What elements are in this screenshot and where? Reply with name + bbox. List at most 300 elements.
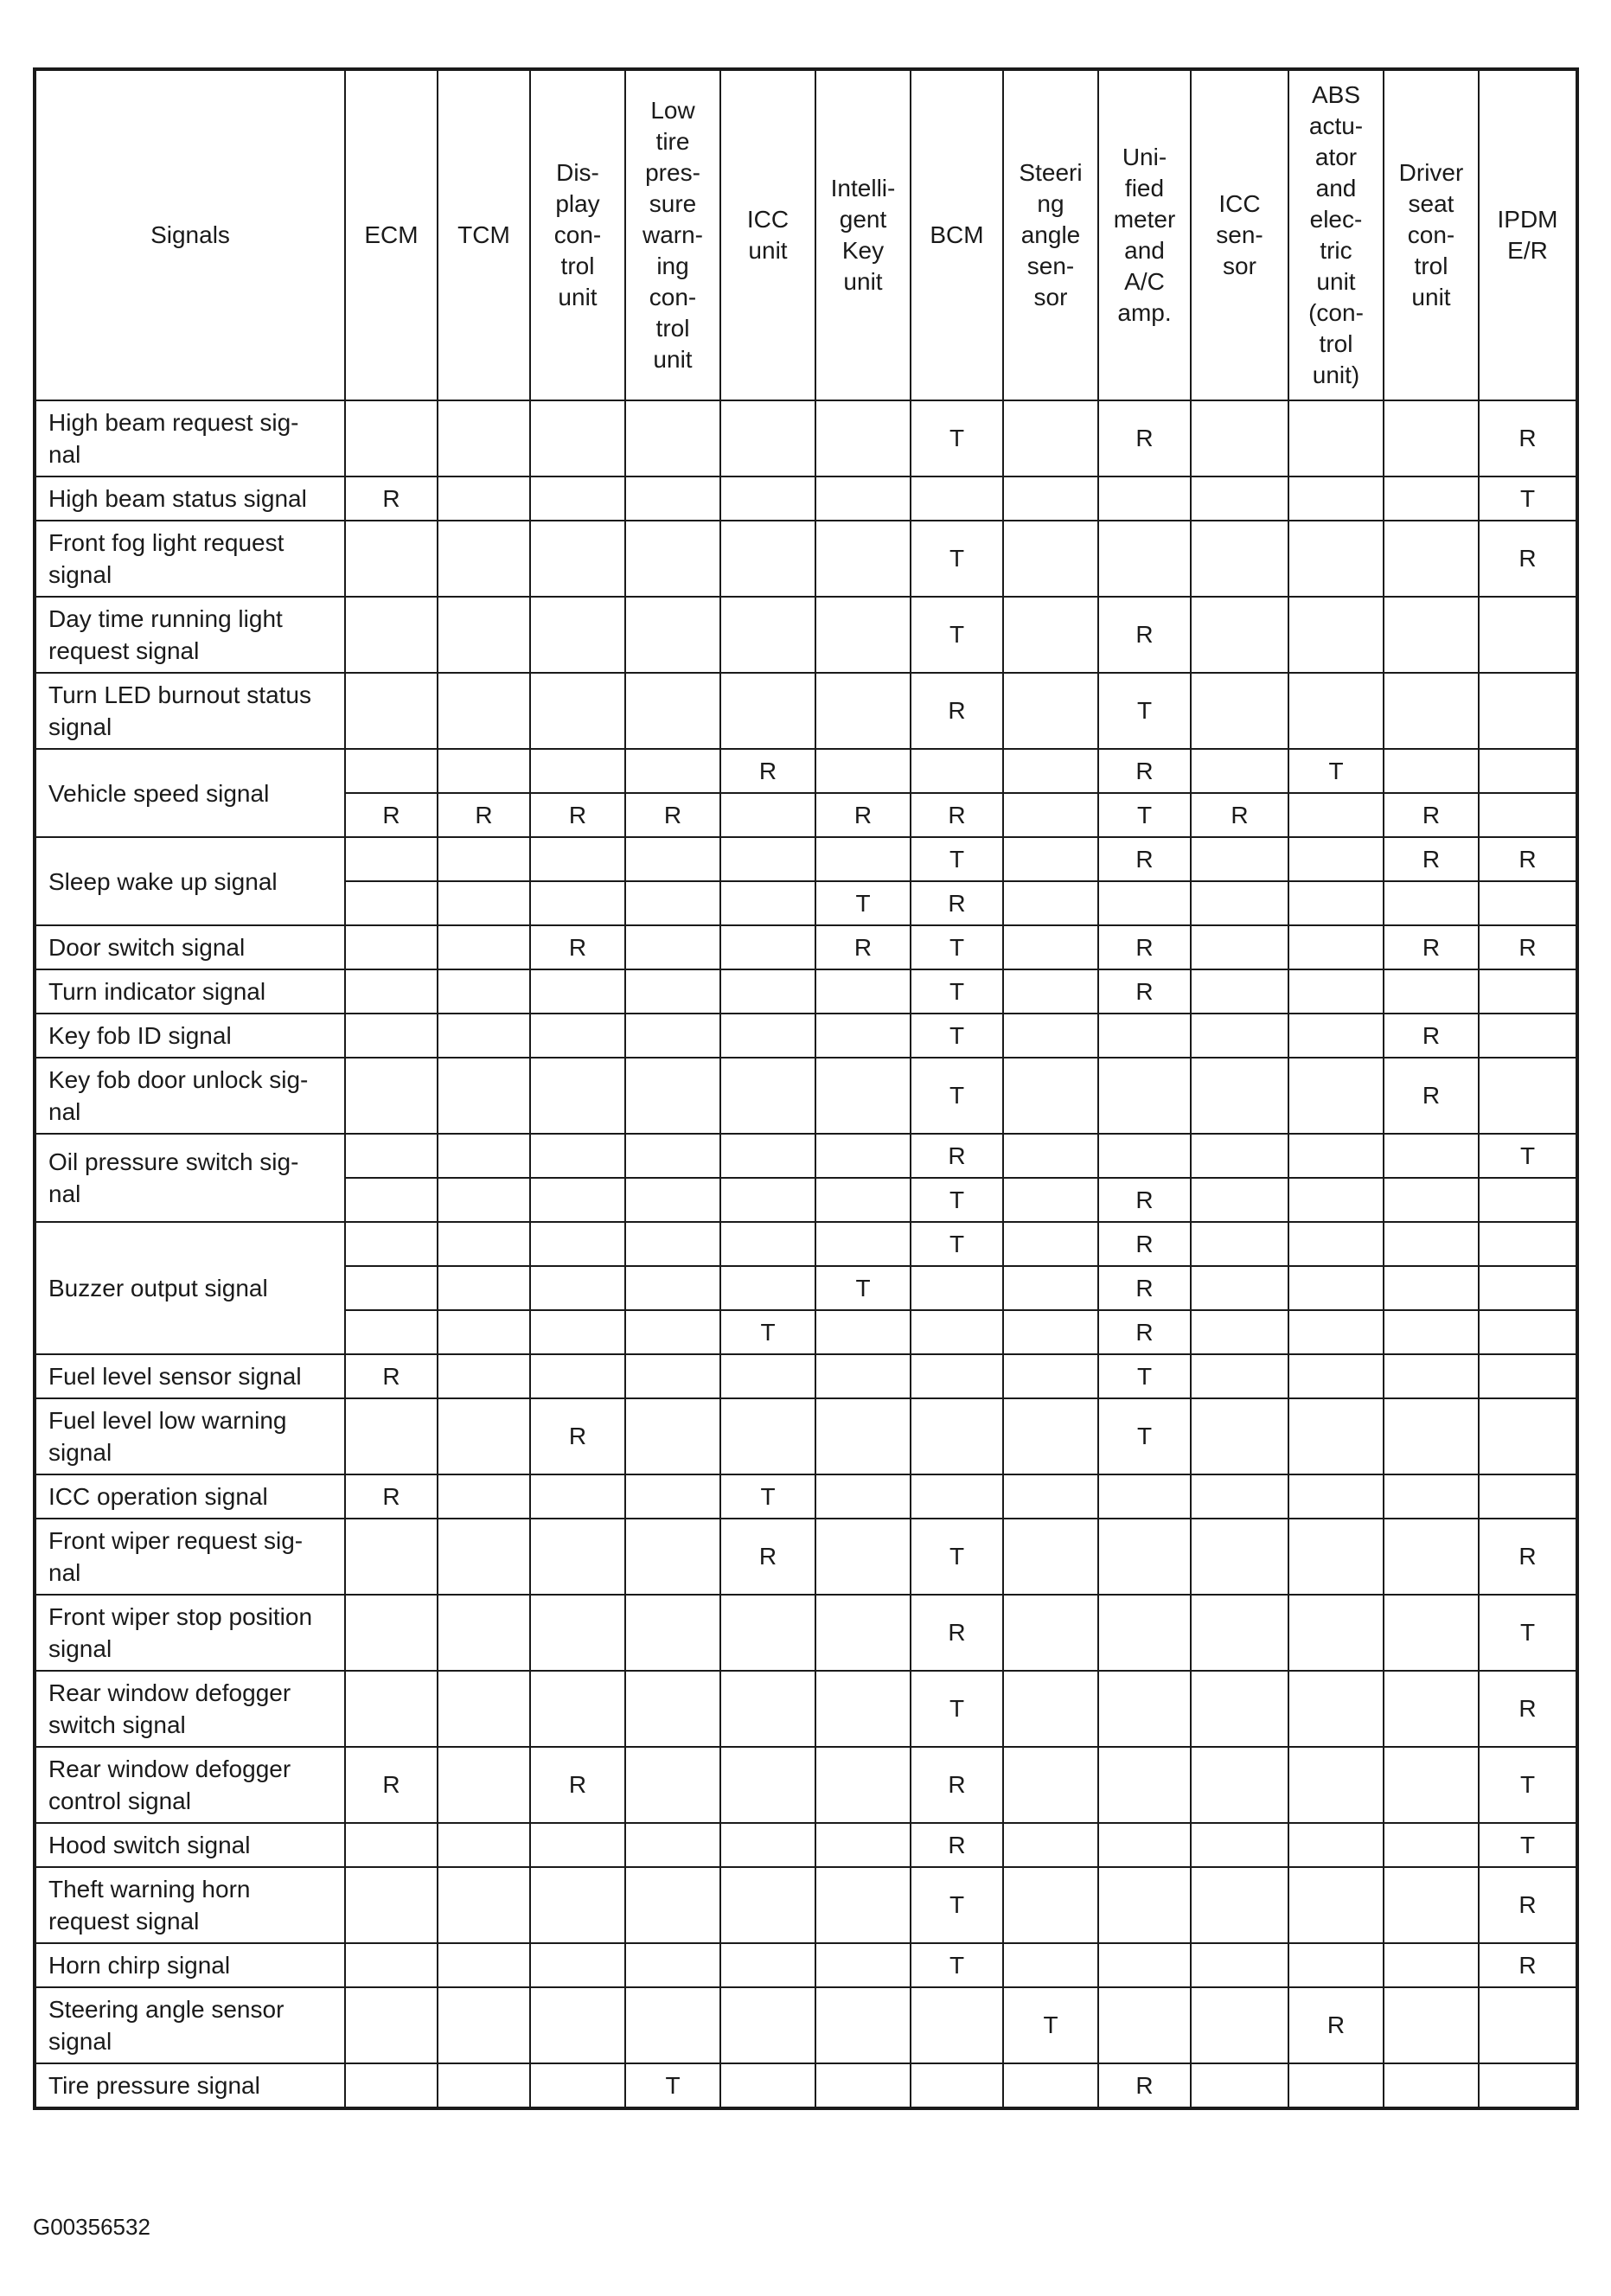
signal-cell bbox=[1098, 1014, 1191, 1058]
table-row bbox=[35, 1671, 1577, 1747]
signal-cell bbox=[438, 1943, 530, 1987]
figure-code: G00356532 bbox=[33, 2214, 150, 2240]
table-row bbox=[35, 1014, 1577, 1058]
signal-cell bbox=[438, 1222, 530, 1266]
signal-cell bbox=[438, 1398, 530, 1474]
signal-cell bbox=[530, 749, 625, 793]
signal-cell bbox=[1288, 1014, 1384, 1058]
signal-cell bbox=[345, 673, 438, 749]
signal-cell bbox=[1479, 1398, 1577, 1474]
signal-name: Rear window defogger control signal bbox=[35, 1747, 345, 1823]
signal-cell: T bbox=[1288, 749, 1384, 793]
signal-cell bbox=[1288, 476, 1384, 521]
signal-cell bbox=[1191, 597, 1288, 673]
signal-cell bbox=[1003, 1823, 1098, 1867]
signal-cell bbox=[438, 1987, 530, 2063]
signal-cell bbox=[345, 1058, 438, 1134]
signal-cell bbox=[1288, 597, 1384, 673]
table-row bbox=[35, 1595, 1577, 1671]
signal-cell bbox=[1384, 1747, 1479, 1823]
signal-cell bbox=[815, 969, 911, 1014]
signal-cell bbox=[1003, 2063, 1098, 2108]
signal-cell bbox=[345, 1222, 438, 1266]
signal-cell bbox=[1384, 673, 1479, 749]
signal-cell: R bbox=[911, 673, 1003, 749]
signal-cell: T bbox=[911, 1014, 1003, 1058]
signal-cell bbox=[530, 1987, 625, 2063]
signal-cell: R bbox=[1098, 2063, 1191, 2108]
signal-cell bbox=[815, 1014, 911, 1058]
signal-cell bbox=[345, 1398, 438, 1474]
signal-cell: R bbox=[911, 1134, 1003, 1178]
signal-cell bbox=[1384, 1398, 1479, 1474]
signal-cell bbox=[1384, 749, 1479, 793]
signal-cell bbox=[1384, 1310, 1479, 1354]
signal-cell bbox=[1191, 2063, 1288, 2108]
signal-cell bbox=[438, 1058, 530, 1134]
signal-cell bbox=[1191, 1014, 1288, 1058]
signal-cell bbox=[1479, 1354, 1577, 1398]
signal-cell: R bbox=[1098, 925, 1191, 969]
signal-cell bbox=[1384, 400, 1479, 476]
signal-cell: T bbox=[911, 1671, 1003, 1747]
table-row bbox=[35, 837, 1577, 881]
signal-cell bbox=[625, 749, 720, 793]
signal-cell bbox=[1191, 1266, 1288, 1310]
signal-cell: R bbox=[1384, 837, 1479, 881]
signal-cell bbox=[815, 597, 911, 673]
signal-cell: R bbox=[1098, 1222, 1191, 1266]
signal-cell bbox=[1191, 1823, 1288, 1867]
signal-cell bbox=[1003, 793, 1098, 837]
signal-cell bbox=[1098, 1747, 1191, 1823]
signal-cell: T bbox=[911, 1058, 1003, 1134]
signal-cell bbox=[1288, 1671, 1384, 1747]
signal-cell bbox=[438, 969, 530, 1014]
table-row bbox=[35, 673, 1577, 749]
signal-cell bbox=[625, 1595, 720, 1671]
signal-cell bbox=[625, 881, 720, 925]
signal-cell bbox=[1191, 673, 1288, 749]
signal-cell bbox=[1003, 1943, 1098, 1987]
signal-cell bbox=[1479, 749, 1577, 793]
signal-cell bbox=[345, 1987, 438, 2063]
signal-cell bbox=[625, 1398, 720, 1474]
signal-cell bbox=[1003, 1058, 1098, 1134]
signal-name: Door switch signal bbox=[35, 925, 345, 969]
signal-cell bbox=[1384, 1943, 1479, 1987]
signal-cell bbox=[438, 1747, 530, 1823]
signal-cell: T bbox=[1479, 1823, 1577, 1867]
signal-cell bbox=[438, 476, 530, 521]
signal-cell: R bbox=[911, 881, 1003, 925]
table-row bbox=[35, 1867, 1577, 1943]
signal-cell bbox=[438, 1474, 530, 1519]
signal-name: Theft warning horn request signal bbox=[35, 1867, 345, 1943]
signal-cell bbox=[720, 476, 815, 521]
signal-cell bbox=[625, 1014, 720, 1058]
signal-cell bbox=[345, 837, 438, 881]
signal-cell bbox=[1288, 521, 1384, 597]
signal-cell bbox=[815, 476, 911, 521]
signal-cell: T bbox=[911, 1943, 1003, 1987]
header-unit: BCM bbox=[911, 69, 1003, 400]
header-row bbox=[35, 69, 1577, 400]
signal-cell bbox=[1003, 1595, 1098, 1671]
signal-cell bbox=[1003, 1354, 1098, 1398]
signal-cell bbox=[1384, 1987, 1479, 2063]
signal-cell: T bbox=[911, 837, 1003, 881]
signal-cell bbox=[345, 1266, 438, 1310]
signal-cell bbox=[720, 521, 815, 597]
signal-cell bbox=[1191, 521, 1288, 597]
signal-name: Day time running light request signal bbox=[35, 597, 345, 673]
signal-cell bbox=[438, 837, 530, 881]
signal-cell bbox=[438, 1354, 530, 1398]
signal-cell bbox=[1191, 1987, 1288, 2063]
signal-cell bbox=[438, 1134, 530, 1178]
table-row bbox=[35, 1747, 1577, 1823]
signal-cell bbox=[815, 1867, 911, 1943]
signal-cell bbox=[438, 673, 530, 749]
signal-cell bbox=[345, 1178, 438, 1222]
signal-cell bbox=[345, 1943, 438, 1987]
header-unit: IPDM E/R bbox=[1479, 69, 1577, 400]
signal-cell bbox=[345, 1595, 438, 1671]
signal-cell bbox=[1288, 1354, 1384, 1398]
signal-cell: R bbox=[1098, 969, 1191, 1014]
signal-cell bbox=[438, 521, 530, 597]
signal-cell bbox=[911, 1474, 1003, 1519]
signal-cell bbox=[815, 1595, 911, 1671]
signal-cell bbox=[1479, 673, 1577, 749]
signal-cell: R bbox=[345, 1474, 438, 1519]
table-row bbox=[35, 1519, 1577, 1595]
header-unit: Dis- play con- trol unit bbox=[530, 69, 625, 400]
signal-cell bbox=[1384, 1867, 1479, 1943]
signal-cell bbox=[530, 521, 625, 597]
signal-cell bbox=[1384, 597, 1479, 673]
signal-cell bbox=[1288, 1867, 1384, 1943]
signal-cell bbox=[530, 597, 625, 673]
signal-name: Front wiper stop position signal bbox=[35, 1595, 345, 1671]
table-row bbox=[35, 1474, 1577, 1519]
signal-cell bbox=[1288, 1310, 1384, 1354]
signal-cell bbox=[1288, 1595, 1384, 1671]
signal-cell bbox=[625, 400, 720, 476]
signal-cell bbox=[1003, 1671, 1098, 1747]
signal-cell bbox=[1098, 1058, 1191, 1134]
signal-cell bbox=[1288, 1266, 1384, 1310]
signal-cell: R bbox=[530, 1747, 625, 1823]
signal-cell bbox=[625, 597, 720, 673]
signal-cell bbox=[1384, 1474, 1479, 1519]
signal-cell bbox=[530, 1823, 625, 1867]
signal-cell bbox=[815, 1671, 911, 1747]
signal-cell bbox=[345, 1014, 438, 1058]
signal-cell bbox=[1479, 2063, 1577, 2108]
signal-cell bbox=[1003, 1134, 1098, 1178]
header-signals: Signals bbox=[35, 69, 345, 400]
signal-cell bbox=[1288, 1178, 1384, 1222]
signal-cell bbox=[438, 400, 530, 476]
signal-cell bbox=[1191, 1474, 1288, 1519]
signal-cell bbox=[1003, 969, 1098, 1014]
signal-cell: T bbox=[911, 1867, 1003, 1943]
signal-name: Rear window defogger switch signal bbox=[35, 1671, 345, 1747]
signal-cell: R bbox=[815, 793, 911, 837]
signal-cell: T bbox=[1479, 1747, 1577, 1823]
signal-cell bbox=[815, 400, 911, 476]
signal-cell: R bbox=[1384, 1014, 1479, 1058]
signal-cell bbox=[1288, 1747, 1384, 1823]
signal-cell bbox=[1288, 1519, 1384, 1595]
signal-cell bbox=[530, 476, 625, 521]
signal-cell bbox=[530, 969, 625, 1014]
signal-cell bbox=[530, 837, 625, 881]
signal-cell: R bbox=[1384, 1058, 1479, 1134]
table-row bbox=[35, 400, 1577, 476]
signal-cell bbox=[530, 1014, 625, 1058]
signal-cell bbox=[625, 1310, 720, 1354]
header-unit: Intelli- gent Key unit bbox=[815, 69, 911, 400]
signal-cell bbox=[345, 1671, 438, 1747]
signal-name: Hood switch signal bbox=[35, 1823, 345, 1867]
signal-cell bbox=[815, 673, 911, 749]
signal-cell bbox=[1479, 1178, 1577, 1222]
signal-cell bbox=[1384, 521, 1479, 597]
signal-cell: T bbox=[1098, 673, 1191, 749]
signal-cell bbox=[1384, 2063, 1479, 2108]
signal-cell bbox=[438, 1310, 530, 1354]
signal-cell bbox=[530, 400, 625, 476]
signal-cell bbox=[720, 673, 815, 749]
signal-cell: R bbox=[1479, 1671, 1577, 1747]
signal-cell: R bbox=[1098, 1266, 1191, 1310]
signal-cell bbox=[1191, 1943, 1288, 1987]
signal-cell: R bbox=[1098, 1178, 1191, 1222]
signal-cell bbox=[1191, 1178, 1288, 1222]
table-row bbox=[35, 1222, 1577, 1266]
signal-cell bbox=[1479, 1222, 1577, 1266]
signal-cell: T bbox=[911, 1178, 1003, 1222]
signal-cell: T bbox=[625, 2063, 720, 2108]
signal-cell bbox=[1288, 673, 1384, 749]
signal-cell bbox=[530, 1474, 625, 1519]
header-unit: Low tire pres- sure warn- ing con- trol unit bbox=[625, 69, 720, 400]
signal-cell: T bbox=[1098, 1354, 1191, 1398]
signal-cell bbox=[720, 793, 815, 837]
signal-name: Steering angle sensor signal bbox=[35, 1987, 345, 2063]
signal-cell: R bbox=[911, 1747, 1003, 1823]
signal-cell: T bbox=[1479, 1134, 1577, 1178]
signal-cell: R bbox=[720, 749, 815, 793]
signal-cell bbox=[1003, 1474, 1098, 1519]
signal-cell: R bbox=[1479, 400, 1577, 476]
signal-cell bbox=[1003, 1398, 1098, 1474]
signal-cell bbox=[720, 881, 815, 925]
table-row bbox=[35, 1987, 1577, 2063]
signal-cell: T bbox=[911, 597, 1003, 673]
signal-cell bbox=[345, 1823, 438, 1867]
signal-cell bbox=[720, 597, 815, 673]
signal-cell bbox=[1191, 1134, 1288, 1178]
table-row bbox=[35, 521, 1577, 597]
signal-cell bbox=[625, 1747, 720, 1823]
signal-cell bbox=[1479, 597, 1577, 673]
signal-cell bbox=[1479, 969, 1577, 1014]
signal-cell bbox=[720, 1354, 815, 1398]
signal-cell: T bbox=[815, 1266, 911, 1310]
signal-cell bbox=[1288, 1058, 1384, 1134]
signal-cell bbox=[438, 1867, 530, 1943]
signal-cell bbox=[530, 881, 625, 925]
signal-cell bbox=[1288, 1398, 1384, 1474]
signal-cell bbox=[720, 969, 815, 1014]
signal-cell: T bbox=[1003, 1987, 1098, 2063]
signal-cell bbox=[1384, 1354, 1479, 1398]
signal-name: Horn chirp signal bbox=[35, 1943, 345, 1987]
header-unit: ICC sen- sor bbox=[1191, 69, 1288, 400]
signal-name: Sleep wake up signal bbox=[35, 837, 345, 925]
signal-cell: R bbox=[720, 1519, 815, 1595]
signal-cell: R bbox=[1384, 925, 1479, 969]
signal-cell bbox=[625, 1823, 720, 1867]
signal-cell bbox=[1191, 1747, 1288, 1823]
signal-cell bbox=[815, 1398, 911, 1474]
signal-cell bbox=[720, 1266, 815, 1310]
signal-cell bbox=[345, 749, 438, 793]
signal-cell: R bbox=[1098, 597, 1191, 673]
signal-cell: R bbox=[911, 1595, 1003, 1671]
signal-cell bbox=[720, 400, 815, 476]
signal-cell bbox=[530, 1310, 625, 1354]
signal-cell bbox=[815, 1354, 911, 1398]
signal-cell bbox=[1003, 749, 1098, 793]
signal-cell bbox=[1384, 1671, 1479, 1747]
signal-cell bbox=[1384, 1266, 1479, 1310]
signal-name: Key fob ID signal bbox=[35, 1014, 345, 1058]
signal-cell bbox=[345, 2063, 438, 2108]
signal-cell: R bbox=[1479, 1943, 1577, 1987]
signal-name: Front fog light request signal bbox=[35, 521, 345, 597]
signal-cell bbox=[345, 1867, 438, 1943]
signal-cell bbox=[625, 1671, 720, 1747]
signal-cell bbox=[720, 1014, 815, 1058]
signal-cell bbox=[625, 521, 720, 597]
signal-cell bbox=[720, 2063, 815, 2108]
signal-cell bbox=[530, 1671, 625, 1747]
signal-cell bbox=[625, 1987, 720, 2063]
signal-cell bbox=[1098, 1474, 1191, 1519]
signal-cell bbox=[1003, 597, 1098, 673]
table-row bbox=[35, 1354, 1577, 1398]
signal-cell bbox=[1003, 1014, 1098, 1058]
signal-cell bbox=[1288, 1823, 1384, 1867]
signal-cell bbox=[530, 1266, 625, 1310]
header-unit: ABS actu- ator and elec- tric unit (con- trol unit) bbox=[1288, 69, 1384, 400]
signal-cell: R bbox=[625, 793, 720, 837]
header-unit: Steeri ng angle sen- sor bbox=[1003, 69, 1098, 400]
signal-cell bbox=[1191, 837, 1288, 881]
signal-cell bbox=[438, 597, 530, 673]
signal-cell bbox=[1288, 881, 1384, 925]
signal-cell bbox=[625, 1222, 720, 1266]
table-row bbox=[35, 476, 1577, 521]
signal-cell bbox=[1384, 1823, 1479, 1867]
signal-cell bbox=[1479, 1474, 1577, 1519]
signal-cell: T bbox=[815, 881, 911, 925]
signal-cell bbox=[1384, 969, 1479, 1014]
signal-cell: T bbox=[911, 1519, 1003, 1595]
signal-cell bbox=[815, 837, 911, 881]
signal-cell bbox=[1191, 1867, 1288, 1943]
signal-cell bbox=[911, 476, 1003, 521]
signal-cell bbox=[1191, 925, 1288, 969]
table-row bbox=[35, 1398, 1577, 1474]
signal-cell bbox=[1384, 881, 1479, 925]
signal-cell bbox=[720, 1867, 815, 1943]
signal-cell bbox=[1098, 476, 1191, 521]
signal-name: Front wiper request sig- nal bbox=[35, 1519, 345, 1595]
signal-cell bbox=[1003, 837, 1098, 881]
signal-cell bbox=[720, 1178, 815, 1222]
signal-cell bbox=[815, 1058, 911, 1134]
signal-cell bbox=[438, 1266, 530, 1310]
table-row bbox=[35, 2063, 1577, 2108]
table-row bbox=[35, 749, 1577, 793]
signal-cell: R bbox=[1479, 925, 1577, 969]
header-unit: TCM bbox=[438, 69, 530, 400]
signal-cell bbox=[438, 2063, 530, 2108]
signal-cell bbox=[530, 1134, 625, 1178]
signal-cell: T bbox=[1098, 793, 1191, 837]
signal-cell bbox=[1003, 673, 1098, 749]
signal-cell: R bbox=[345, 1354, 438, 1398]
signal-cell bbox=[530, 1058, 625, 1134]
signal-cell bbox=[1191, 1310, 1288, 1354]
signal-cell bbox=[625, 1943, 720, 1987]
signal-cell bbox=[815, 1519, 911, 1595]
signal-cell: R bbox=[1191, 793, 1288, 837]
signal-name: Turn indicator signal bbox=[35, 969, 345, 1014]
signal-name: Buzzer output signal bbox=[35, 1222, 345, 1354]
signal-cell bbox=[530, 1867, 625, 1943]
signal-cell bbox=[1003, 1222, 1098, 1266]
signal-cell bbox=[1384, 1222, 1479, 1266]
signal-cell bbox=[911, 2063, 1003, 2108]
signal-cell bbox=[911, 1354, 1003, 1398]
signal-cell bbox=[815, 1987, 911, 2063]
signal-cell: R bbox=[438, 793, 530, 837]
signal-cell bbox=[1003, 881, 1098, 925]
signal-cell: R bbox=[345, 793, 438, 837]
signal-cell bbox=[625, 673, 720, 749]
signal-cell: R bbox=[1384, 793, 1479, 837]
signal-cell: R bbox=[1479, 521, 1577, 597]
signal-cell: T bbox=[1479, 476, 1577, 521]
signal-cell bbox=[1479, 793, 1577, 837]
signal-cell: R bbox=[1479, 1867, 1577, 1943]
signal-cell bbox=[815, 1222, 911, 1266]
signal-cell bbox=[815, 2063, 911, 2108]
signal-cell bbox=[438, 749, 530, 793]
signal-cell: T bbox=[911, 400, 1003, 476]
header-unit: Uni- fied meter and A/C amp. bbox=[1098, 69, 1191, 400]
signal-cell bbox=[345, 881, 438, 925]
signal-cell bbox=[720, 1987, 815, 2063]
signal-cell: R bbox=[530, 793, 625, 837]
